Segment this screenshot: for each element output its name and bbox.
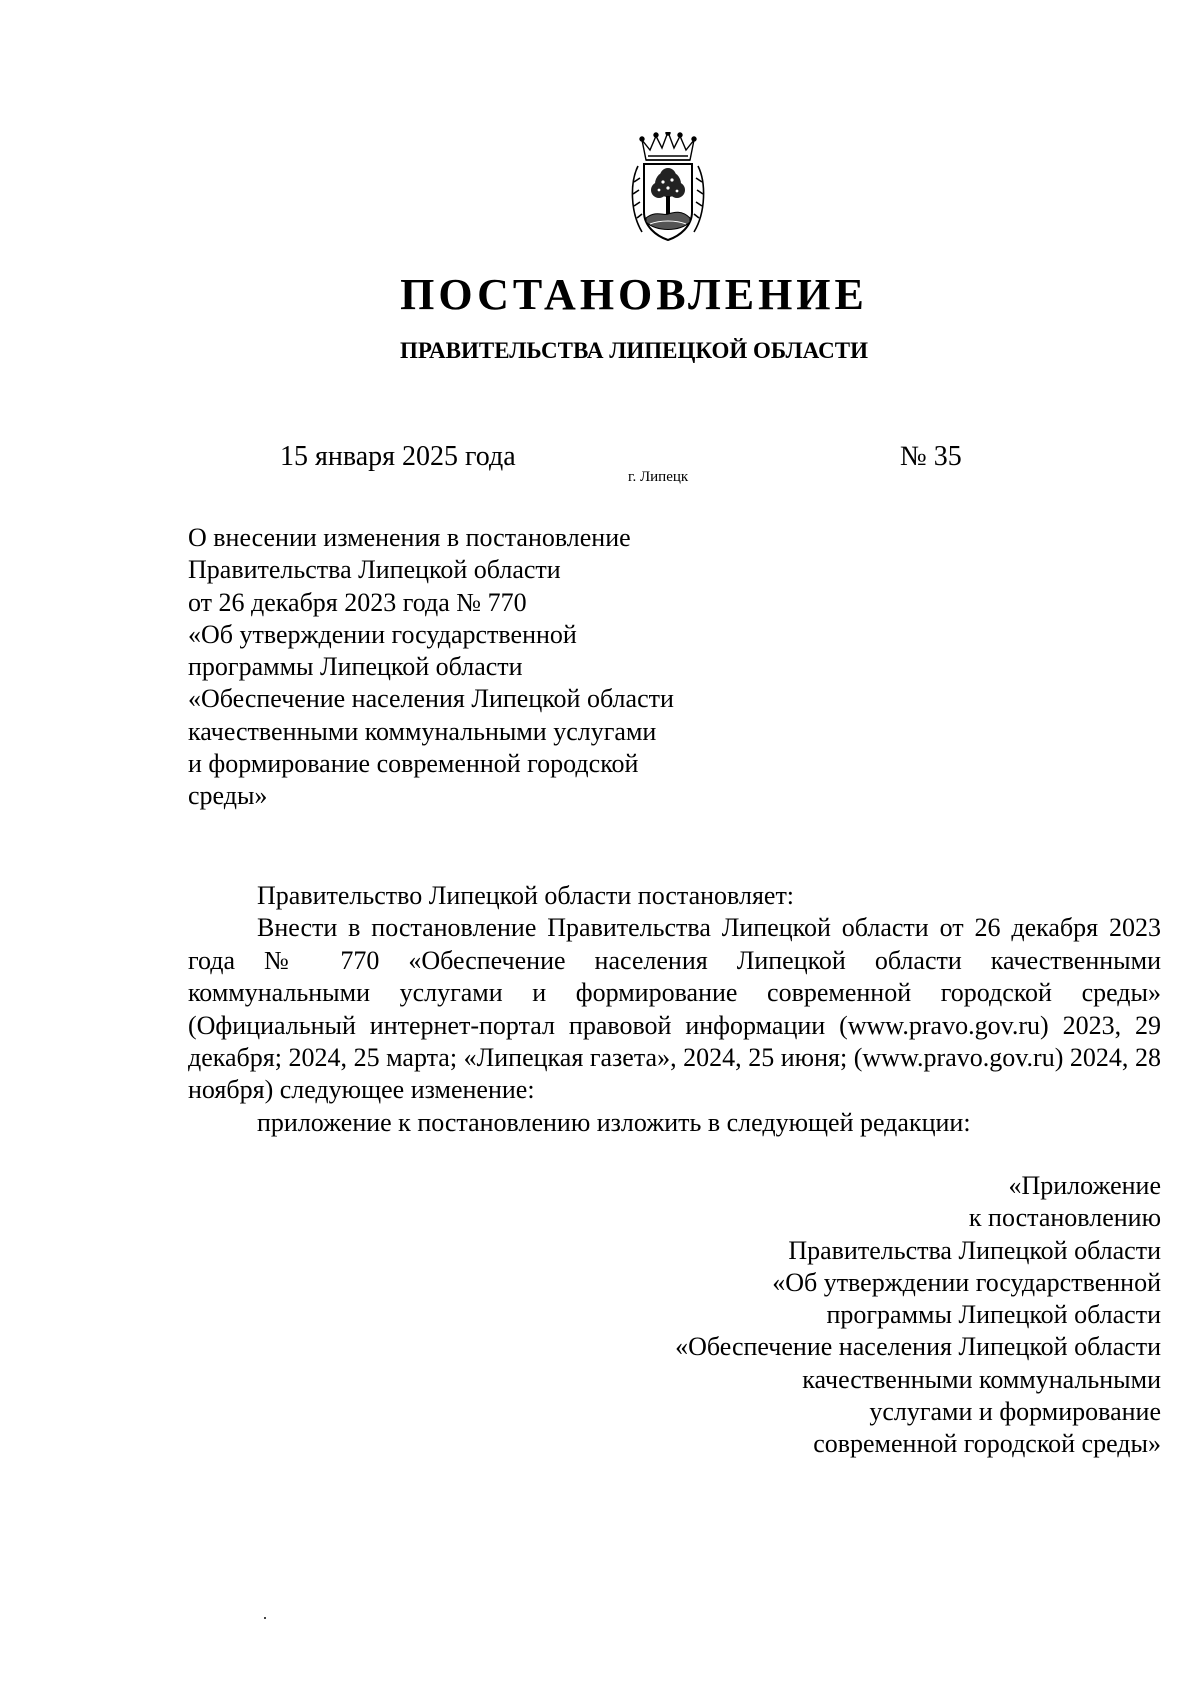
appendix-line: «Об утверждении государственной (772, 1267, 1161, 1297)
document-date: 15 января 2025 года (280, 441, 516, 472)
subject-line: Правительства Липецкой области (188, 555, 561, 585)
document-body (188, 880, 1161, 1139)
issuer-heading: ПРАВИТЕЛЬСТВА ЛИПЕЦКОЙ ОБЛАСТИ (400, 338, 868, 363)
subject-line: качественными коммунальными услугами (188, 716, 657, 746)
subject-line: программы Липецкой области (188, 652, 523, 682)
appendix-header (461, 1170, 1161, 1461)
body-paragraph: приложение к постановлению изложить в следующей редакции: (257, 1107, 971, 1137)
document-subject (188, 522, 748, 813)
appendix-line: современной городской среды» (813, 1429, 1161, 1459)
subject-line: О внесении изменения в постановление (188, 523, 631, 552)
body-paragraph: Внести в постановление Правительства Липецкой области от 26 декабря 2023 года № 770 «Обеспечение населения Липецкой области качественными коммунальными услугами и формирование современной городской среды» (Официальный интернет-портал правовой информации (www.pravo.gov.ru) 2023, 29 декабря; 2024, 25 марта; «Липецкая газета», 2024, 25 июня; (www.pravo.gov.ru) 2024, 28 ноября) следующее изменение: (188, 913, 1161, 1105)
document-number: № 35 (900, 441, 962, 472)
appendix-line: качественными коммунальными (802, 1364, 1161, 1394)
appendix-line: «Приложение (1008, 1171, 1161, 1200)
subject-line: «Об утверждении государственной (188, 619, 577, 649)
appendix-line: программы Липецкой области (826, 1300, 1161, 1330)
appendix-line: Правительства Липецкой области (788, 1235, 1161, 1265)
subject-line: «Обеспечение населения Липецкой области (188, 684, 674, 714)
subject-line: среды» (188, 781, 268, 811)
appendix-line: «Обеспечение населения Липецкой области (675, 1332, 1161, 1362)
body-paragraph: Правительство Липецкой области постановляет: (257, 881, 795, 910)
subject-line: от 26 декабря 2023 года № 770 (188, 587, 527, 617)
subject-line: и формирование современной городской (188, 749, 639, 779)
scan-artifact-dot (264, 1617, 266, 1619)
coat-of-arms-icon (628, 132, 708, 244)
appendix-line: к постановлению (968, 1203, 1161, 1233)
appendix-line: услугами и формирование (869, 1397, 1161, 1427)
document-city: г. Липецк (628, 469, 689, 485)
document-type-heading: ПОСТАНОВЛЕНИЕ (400, 270, 868, 319)
